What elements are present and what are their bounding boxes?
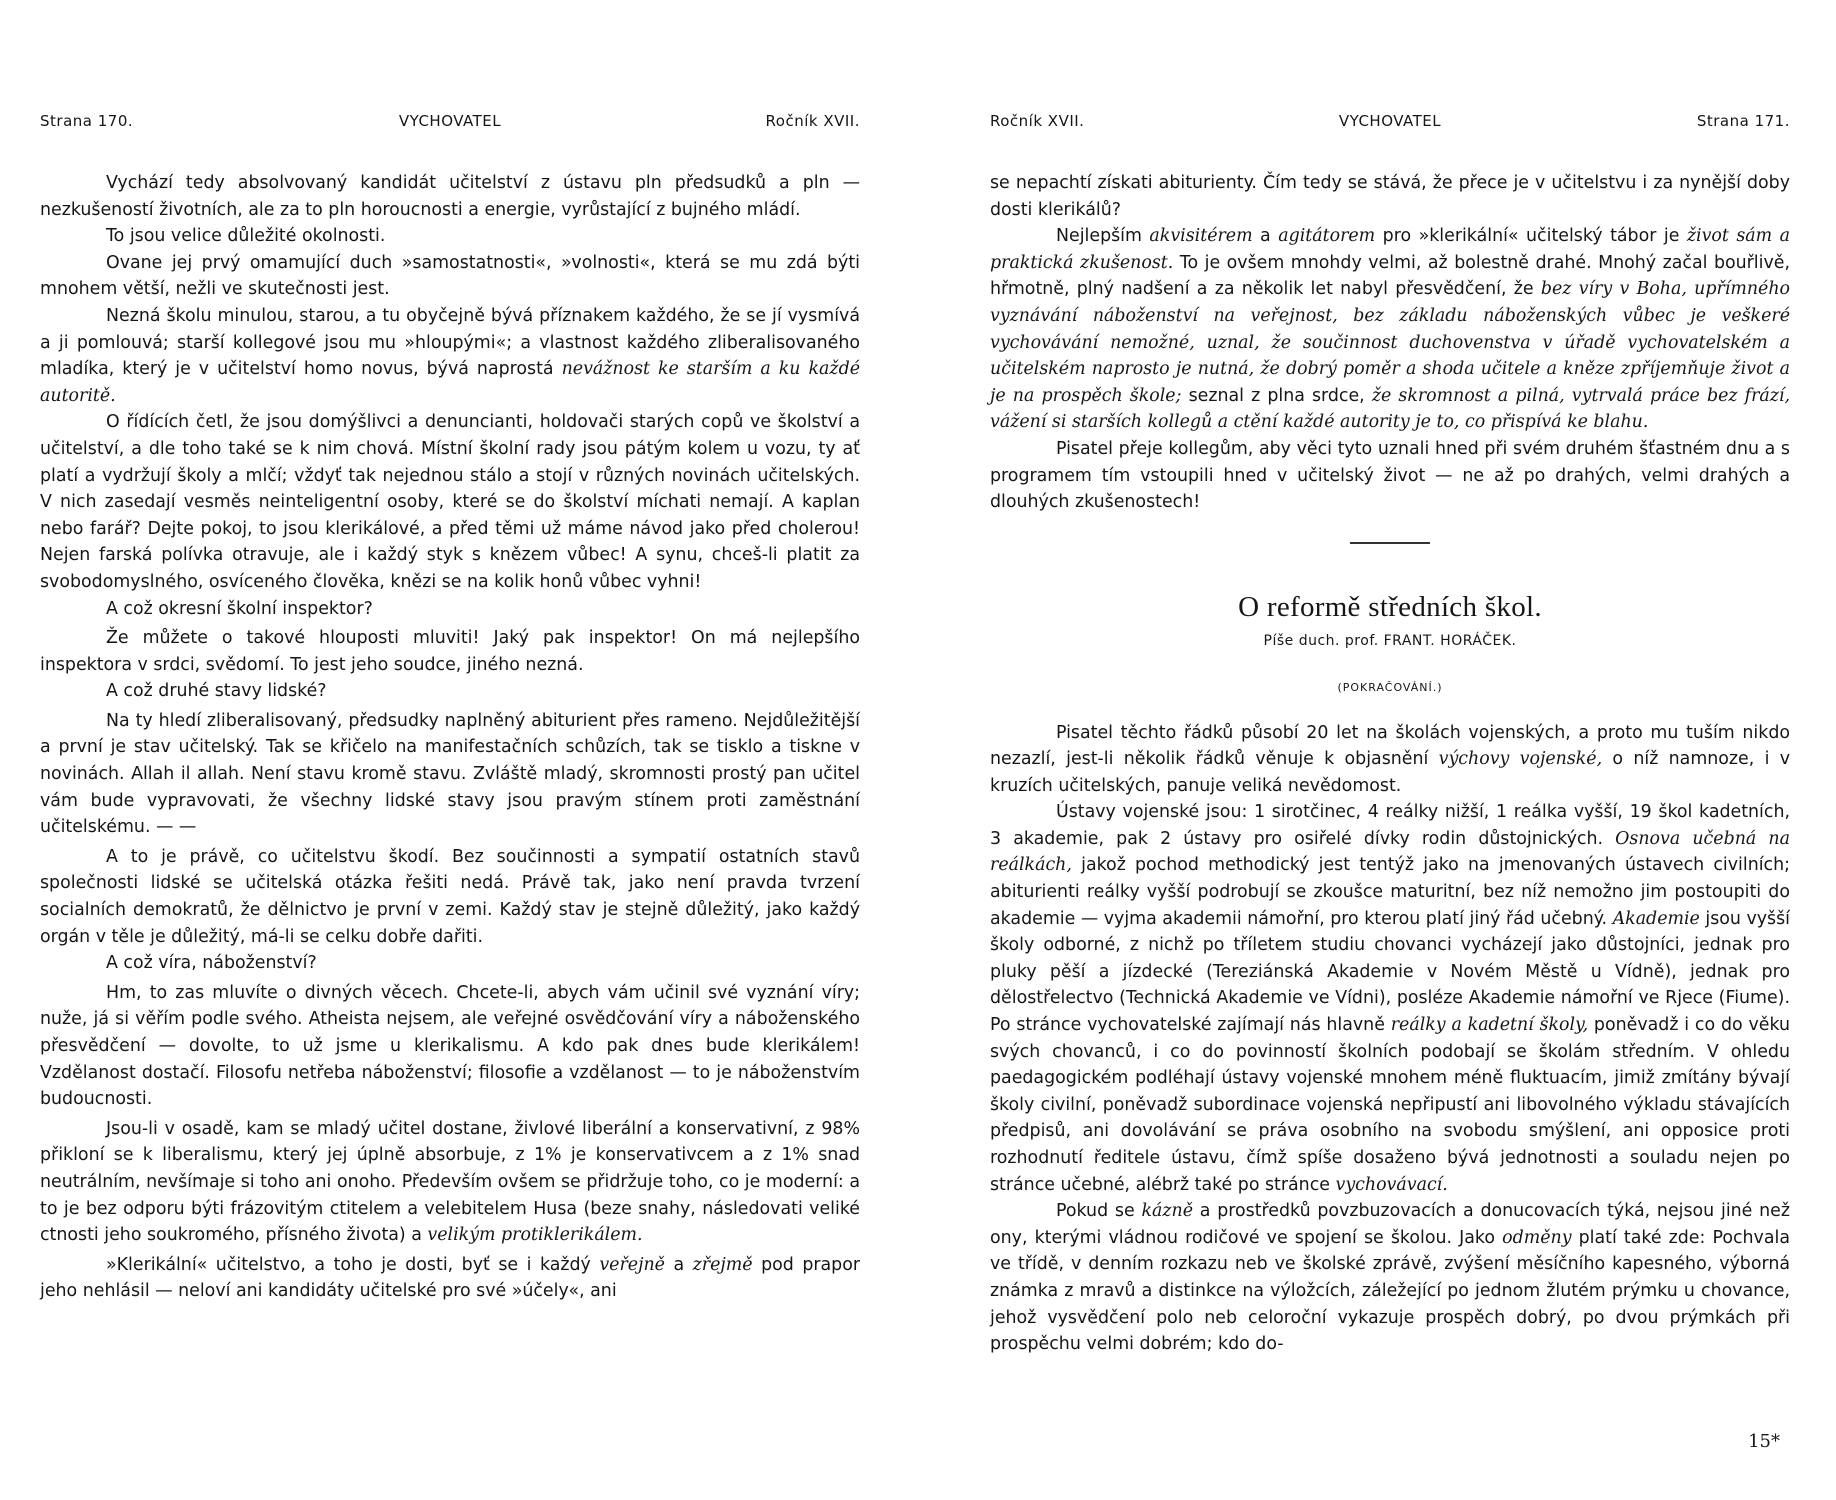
italic-word: akvisitérem xyxy=(1149,226,1253,247)
paragraph-text: Pisatel těchto řádků působí 20 let na školách vojenských, a proto mu tuším nikdo nezazlí, jest-li několik řádků věnuje k objasnění xyxy=(990,722,1790,770)
italic-word: agitátorem xyxy=(1278,226,1376,247)
paragraph xyxy=(990,1198,1790,1358)
italic-phrase: reálky a kadetní školy, xyxy=(1390,1015,1589,1036)
paragraph: se nepachtí získati abiturienty. Čím tedy se stává, že přece je v učitelstvu i za nynější doby dosti klerikálů? xyxy=(990,173,1790,220)
italic-word: Akademie xyxy=(1612,908,1700,929)
section-divider xyxy=(1350,542,1430,544)
paragraph: A což druhé stavy lidské? xyxy=(106,681,327,702)
paragraph: Že můžete o takové hlouposti mluviti! Jaký pak inspektor! On má nejlepšího inspektora v srdci, svědomí. To jest jeho soudce, jiného nezná. xyxy=(40,628,860,675)
left-page xyxy=(40,0,860,1500)
article-title: O reformě středních škol. xyxy=(1238,590,1542,623)
italic-word: odměny xyxy=(1502,1227,1572,1248)
paragraph-text: Jsou-li v osadě, kam se mladý učitel dostane, živlové liberální a konservativní, z 98% přikloní se k liberalismu, který jej úplně absorbuje, z 1% je konservativcem a z 1% snad neutrálním, nevšímaje si toho ani onoho. Především ovšem se přidržuje toho, co je moderní: a to je bez odporu býti frázovitým ctitelem a velebitelem Husa (beze snahy, následovati veliké ctnosti jeho soukromého, přísného života) a xyxy=(40,1118,860,1246)
paragraph xyxy=(990,223,1790,436)
left-volume: Ročník XVII. xyxy=(765,112,860,130)
paragraph-text: »Klerikální« učitelstvo, a toho je dosti, byť se i každý xyxy=(106,1254,600,1275)
italic-phrase: výchovy vojenské, xyxy=(1438,749,1603,770)
paragraph: Na ty hledí zliberalisovaný, předsudky naplněný abiturient přes rameno. Nejdůležitější a první je stav učitelský. Tak se křičelo na manifestačních schůzích, tak se tisklo a tiskne v novinách. Allah il allah. Není stavu kromě stavu. Zvláště mladý, skromnosti prostý pan učitel vám bude vypravovati, že všechny lidské stavy jsou pravým stínem proti zaměstnání učitelskému. — — xyxy=(40,710,860,838)
italic-word: zřejmě xyxy=(692,1254,753,1275)
italic-phrase: život sám a praktická zkušenost. xyxy=(990,226,1790,273)
paragraph-text: jakož pochod methodický jest tentýž jako na jmenovaných ústavech civilních; abiturienti reálky vyšší podrobují se zkoušce maturitní, bez níž nemožno jim postoupiti do akademie — vyjma akademii námořní, pro kterou platí jiný řád učebný. xyxy=(990,855,1790,929)
right-journal-title: VYCHOVATEL xyxy=(1338,112,1442,130)
right-page-header xyxy=(990,112,1790,142)
paragraph-text: pod prapor jeho nehlásil — neloví ani kandidáty učitelské pro své »účely«, ani xyxy=(40,1254,861,1302)
continuation-note: (POKRAČOVÁNÍ.) xyxy=(1337,680,1443,694)
right-volume: Ročník XVII. xyxy=(990,112,1085,130)
italic-phrase: velikým protiklerikálem. xyxy=(427,1225,643,1246)
paragraph xyxy=(40,1116,860,1249)
paragraph-text: jsou vyšší školy odborné, z nichž po tříletem studiu chovanci vycházejí jako důstojníci, jednak pro pluky pěší a jízdecké (Tereziánská Akademie v Novém Městě u Vídně), jednak pro dělostřelectvo (Technická Akademie ve Vídni), posléze Akademie námořní ve Rjece (Fiume). Po stránce vychovatelské zajímají nás hlavně xyxy=(990,908,1790,1036)
paragraph-text: o níž namnoze, i v kruzích učitelských, panuje veliká nevědomost. xyxy=(990,749,1790,796)
paragraph-text: Ústavy vojenské jsou: 1 sirotčinec, 4 reálky nižší, 1 reálka vyšší, 19 škol kadetních, 3 akademie, pak 2 ústavy pro osiřelé dívky rodin důstojnických. xyxy=(990,802,1790,849)
paragraph-text: Pokud se xyxy=(1056,1201,1142,1222)
article-byline: Píše duch. prof. FRANT. HORÁČEK. xyxy=(1263,633,1517,650)
paragraph-text: poněvadž i co do věku svých chovanců, i co do povinností školních podobají se školám středním. V ohledu paedagogickém podléhají ústavy vojenské mnohem méně fluktuacím, jimiž zmítány bývají školy civilní, poněvadž subordinace vojenská nepřipustí ani libovolného výkladu stávajících předpisů, ani dovolávání se práva osobního na svobodu smýšlení, ani opposice proti rozhodnutí ředitele ústavu, čímž spíše dosaženo bývá jednotnosti a souladu nejen po stránce učebné, alébrž také po stránce xyxy=(990,1015,1791,1195)
paragraph: Vychází tedy absolvovaný kandidát učitelství z ústavu pln předsudků a pln — nezkušeností životních, ale za to pln horoucnosti a energie, vyrůstající z bujného mládí. xyxy=(40,173,860,220)
paragraph xyxy=(40,303,860,409)
italic-word: vychovávací. xyxy=(1335,1174,1448,1195)
left-page-number: Strana 170. xyxy=(40,112,134,130)
paragraph-text: a xyxy=(664,1254,693,1275)
right-page-number: Strana 171. xyxy=(1696,112,1790,130)
paragraph: A což okresní školní inspektor? xyxy=(106,598,373,619)
italic-phrase: nevážnost ke starším a ku každé autoritě. xyxy=(40,359,860,406)
right-page-body xyxy=(990,170,1790,1358)
paragraph-text: a xyxy=(1252,226,1279,247)
paragraph xyxy=(990,720,1790,800)
paragraph: To jsou velice důležité okolnosti. xyxy=(106,226,386,247)
paragraph: Pisatel přeje kollegům, aby věci tyto uznali hned při svém druhém šťastném dnu a s programem tím vstoupili hned v učitelský život — ne až po drahých, velmi drahých a dlouhých zkušenostech! xyxy=(990,438,1790,513)
italic-phrase: že skromnost a pilná, vytrvalá práce bez frází, vážení si starších kollegů a ctění každé autority je to, co přispívá ke blahu. xyxy=(990,385,1791,433)
paragraph xyxy=(40,1252,860,1305)
italic-word: kázně xyxy=(1141,1201,1193,1222)
paragraph: A to je právě, co učitelstvu škodí. Bez součinnosti a sympatií ostatních stavů společnosti lidské se učitelská otázka řešiti nedá. Právě tak, jako není pravda tvrzení socialních demokratů, že dělnictvo je první v zemi. Každý stav je stejně důležitý, jako každý orgán v těle je důležitý, má-li se celku dobře dařiti. xyxy=(40,846,860,947)
paragraph: Hm, to zas mluvíte o divných věcech. Chcete-li, abych vám učinil své vyznání víry; nuže, já si věřím podle svého. Atheista nejsem, ale veřejné osvědčování víry a náboženského přesvědčení — dovolte, to už jsme u klerikalismu. A kdo pak dnes bude klerikálem! Vzdělanost dostačí. Filosofu netřeba náboženství; filosofie a vzdělanost — to je náboženstvím budoucnosti. xyxy=(40,982,860,1110)
paragraph-text: seznal z plna srdce, xyxy=(1181,385,1372,406)
paragraph-text: a prostředků povzbuzovacích a donucovacích týká, nejsou jiné než ony, kterými vládnou rodičové ve spojení se školou. Jako xyxy=(990,1201,1791,1248)
italic-word: veřejně xyxy=(599,1254,665,1275)
paragraph-text: To je ovšem mnohdy velmi, až bolestně drahé. Mnohý začal bouřlivě, hřmotně, plný nadšení a za několik let nabyl přesvědčení, že xyxy=(990,252,1790,300)
paragraph-text: pro »klerikální« učitelský tábor je xyxy=(1375,226,1687,247)
left-page-body xyxy=(40,170,860,1305)
left-journal-title: VYCHOVATEL xyxy=(398,112,502,130)
italic-phrase: bez víry v Boha, upřímného vyznávání náboženství na veřejnost, bez základu náboženských vůbec je veškeré vychovávání nemožné, uznal, že součinnost duchovenstva v úřadě vychovatelském a učitelském naprosto je nutná, že dobrý poměr a shoda učitele a kněze zpříjemňuje život a je na prospěch škole; xyxy=(990,279,1790,406)
paragraph-text: Nejlepším xyxy=(1056,226,1150,247)
left-page-header xyxy=(40,112,860,142)
paragraph: A což víra, náboženství? xyxy=(106,953,317,974)
paragraph: O řídících četl, že jsou domýšlivci a denuncianti, holdovači starých copů ve školství a učitelství, a dle toho také se k nim chová. Místní školní rady jsou pátým kolem u vozu, ty ať platí a vydržují školy a mlčí; vždyť tak nejednou stálo a stojí v různých novinách učitelských. V nich zasedají vesměs neinteligentní osoby, které se do školství míchati nemají. A kaplan nebo farář? Dejte pokoj, to jsou klerikálové, a před těmi už máme návod jako před cholerou! Nejen farská polívka otravuje, ale i každý styk s knězem vůbec! A synu, chceš-li platit za svobodomyslného, osvíceného člověka, knězi se na kolik honů vůbec vyhni! xyxy=(40,412,860,592)
printer-signature: 15* xyxy=(1748,1431,1780,1452)
paragraph-text: platí také zde: Pochvala ve třídě, v denním rozkazu neb ve školské zprávě, zvýšení měsíčního kapesného, výborná známka z mravů a distinkce na výložcích, záležející po jednom žlutém prýmku u chovance, jehož vysvědčení polo neb celoroční vykazuje prospěch dobrý, po dvou prýmkách při prospěchu velmi dobrém; kdo do- xyxy=(990,1227,1790,1355)
paragraph: Ovane jej prvý omamující duch »samostatnosti«, »volnosti«, která se mu zdá býti mnohem větší, nežli ve skutečnosti jest. xyxy=(40,252,860,300)
paragraph-text: Nezná školu minulou, starou, a tu obyčejně bývá příznakem každého, že se jí vysmívá a ji pomlouvá; starší kollegové jsou mu »hloupými«; a vlastnost každého zliberalisovaného mladíka, který je v učitelství homo novus, bývá naprostá xyxy=(40,305,860,380)
italic-phrase: Osnova učebná na reálkách, xyxy=(990,828,1790,876)
right-page xyxy=(990,0,1790,1500)
paragraph xyxy=(990,799,1790,1198)
